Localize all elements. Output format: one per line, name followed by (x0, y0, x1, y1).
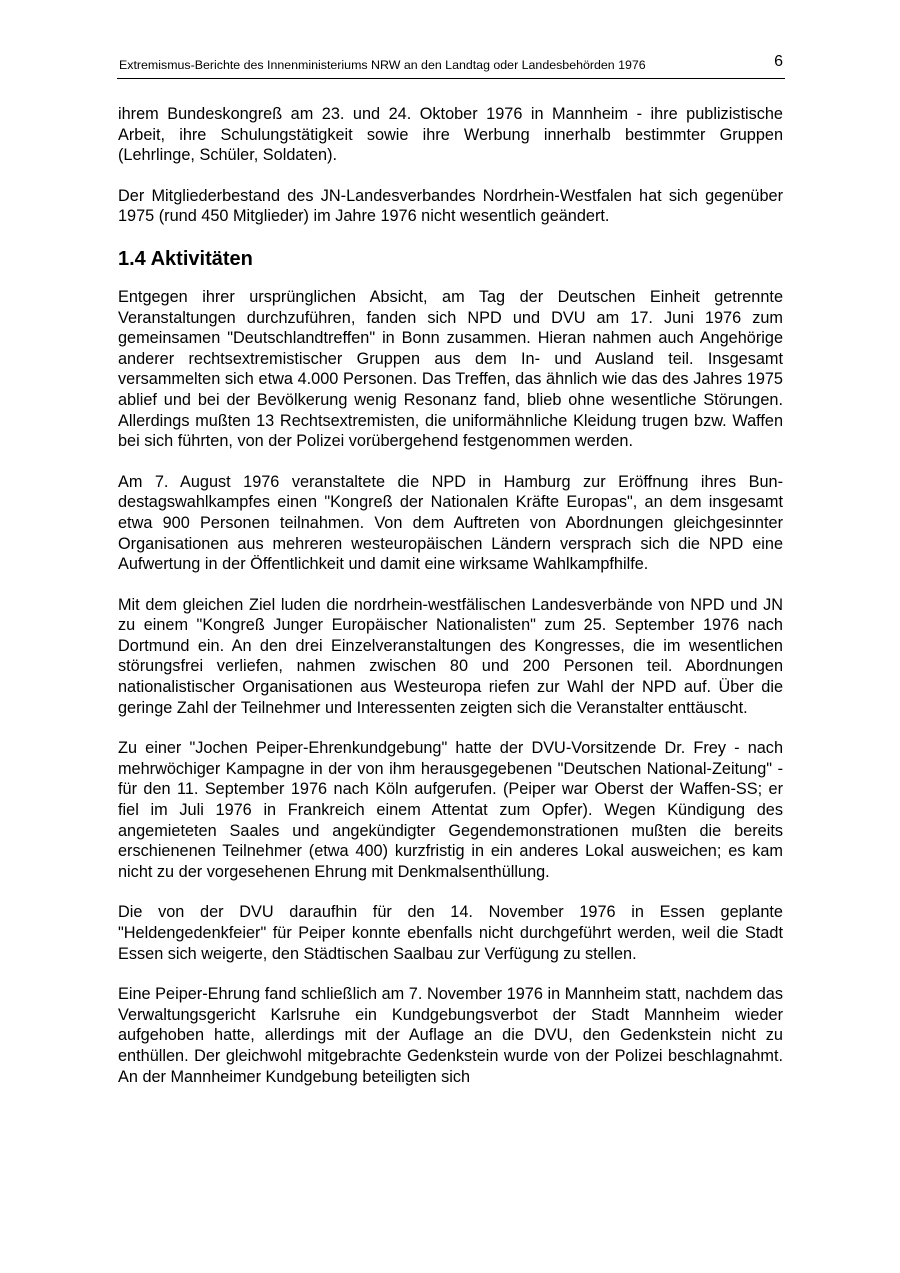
document-body (118, 104, 783, 1087)
paragraph: Mit dem gleichen Ziel luden die nordrhein-westfälischen Landesverbände von NPD und JN zu einem "Kongreß Junger Europäischer Nationalisten" zum 25. September 1976 nach Dortmund ein. An den drei Einzelveranstaltungen des Kongresses, die im wesentlichen störungsfrei verliefen, nahmen zwischen 80 und 200 Personen teil. Abordnungen nationalistischer Organisationen aus Westeuropa riefen zur Wahl der NPD auf. Über die geringe Zahl der Teilnehmer und Interessenten zeigten sich die Veranstalter enttäuscht. (118, 595, 783, 717)
paragraph: Eine Peiper-Ehrung fand schließlich am 7. November 1976 in Mannheim statt, nachdem das Verwaltungsgericht Karlsruhe ein Kundgebungsverbot der Stadt Mannheim wieder aufgehoben hatte, allerdings mit der Auflage an die DVU, den Gedenkstein nicht zu enthüllen. Der gleichwohl mitgebrachte Gedenkstein wurde von der Polizei beschlagnahmt. An der Mannheimer Kundgebung beteiligten sich (118, 985, 783, 1086)
paragraph: Der Mitgliederbestand des JN-Landesverbandes Nordrhein-Westfalen hat sich gegenüber 1975 (rund 450 Mitglieder) im Jahre 1976 nicht wesentlich geändert. (118, 186, 783, 226)
section-heading: 1.4 Aktivitäten (118, 247, 253, 270)
paragraph: Am 7. August 1976 veranstaltete die NPD in Hamburg zur Eröffnung ihres Bundestagswahlkampfes einen "Kongreß der Nationalen Kräfte Europas", an dem insgesamt etwa 900 Personen teilnahmen. Von dem Auftreten von Abordnungen gleichgesinnter Organisationen aus mehreren westeuropäischen Ländern versprach sich die NPD eine Aufwertung in der Öffentlichkeit und damit eine wirksame Wahlkampfhilfe. (118, 472, 783, 574)
paragraph: ihrem Bundeskongreß am 23. und 24. Oktober 1976 in Mannheim - ihre publizistische Arbeit, ihre Schulungstätigkeit sowie ihre Werbung innerhalb bestimmter Gruppen (Lehrlinge, Schüler, Soldaten). (118, 105, 783, 165)
header-title: Extremismus-Berichte des Innenministeriums NRW an den Landtag oder Landesbehörden 1976 (119, 58, 646, 72)
paragraph: Zu einer "Jochen Peiper-Ehrenkundgebung" hatte der DVU-Vorsitzende Dr. Frey - nach mehrwöchiger Kampagne in der von ihm herausgegebenen "Deutschen National-Zeitung" - für den 11. September 1976 nach Köln aufgerufen. (Peiper war Oberst der Waffen-SS; er fiel im Juli 1976 in Frankreich einem Attentat zum Opfer). Wegen Kündigung des angemieteten Saales und angekündigter Gegendemonstrationen mußten die bereits erschienenen Teilnehmer (etwa 400) kurzfristig in ein anderes Lokal ausweichen; es kam nicht zu der vorgesehenen Ehrung mit Denkmalsenthüllung. (118, 739, 783, 881)
paragraph: Entgegen ihrer ursprünglichen Absicht, am Tag der Deutschen Einheit getrennte Veranstaltungen durchzuführen, fanden sich NPD und DVU am 17. Juni 1976 zum gemeinsamen "Deutschlandtreffen" in Bonn zusammen. Hieran nahmen auch Angehörige anderer rechtsextremistischer Gruppen aus dem In- und Ausland teil. Insgesamt versammelten sich etwa 4.000 Personen. Das Treffen, das ähnlich wie das des Jahres 1975 ablief und bei der Bevölkerung wenig Resonanz fand, blieb ohne wesentliche Störungen. Allerdings mußten 13 Rechtsextremisten, die uniformähnliche Kleidung trugen bzw. Waffen bei sich führten, von der Polizei vorübergehend festgenommen werden. (118, 287, 783, 451)
page-header (117, 52, 785, 79)
page-number: 6 (774, 53, 783, 70)
paragraph: Die von der DVU daraufhin für den 14. November 1976 in Essen geplante "Heldengedenkfeier" für Peiper konnte ebenfalls nicht durchgeführt werden, weil die Stadt Essen sich weigerte, den Städtischen Saalbau zur Verfügung zu stellen. (118, 903, 783, 963)
